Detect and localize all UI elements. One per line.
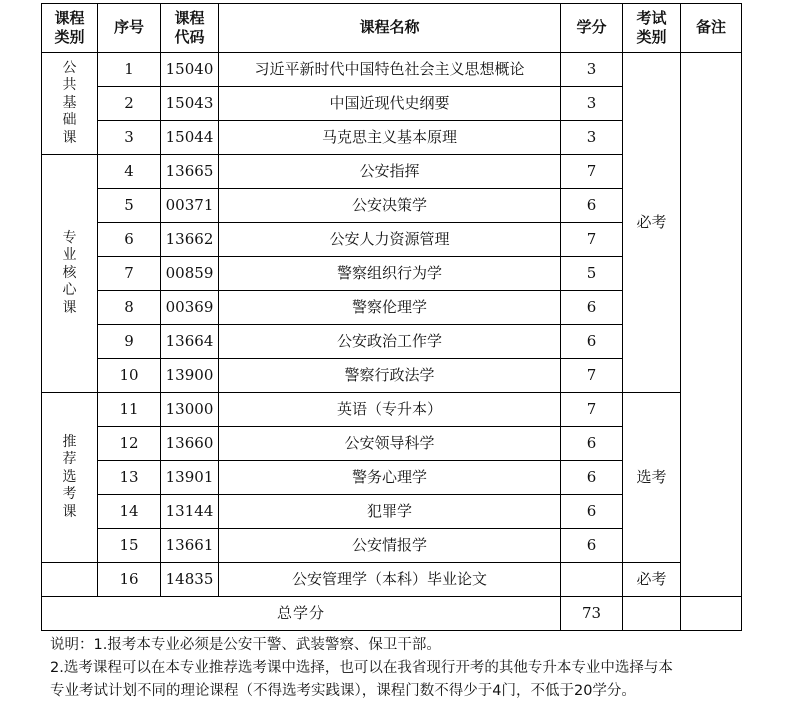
cell-name: 马克思主义基本原理 (219, 121, 561, 155)
cell-code: 13000 (161, 393, 219, 427)
cell-credit: 6 (561, 529, 623, 563)
cell-seq: 3 (98, 121, 161, 155)
cell-credit: 6 (561, 291, 623, 325)
cell-credit: 6 (561, 325, 623, 359)
exam-type-elective: 选考 (623, 393, 681, 563)
cell-name: 公安人力资源管理 (219, 223, 561, 257)
cell-seq: 7 (98, 257, 161, 291)
table-header-row (42, 4, 742, 53)
cell-seq: 16 (98, 563, 161, 597)
note-line-2: 2.选考课程可以在本专业推荐选考课中选择，也可以在我省现行开考的其他专升本专业中选择与本 (50, 660, 673, 676)
exam-type-required: 必考 (623, 53, 681, 393)
cell-name: 公安领导科学 (219, 427, 561, 461)
cell-code: 00369 (161, 291, 219, 325)
cell-name: 公安决策学 (219, 189, 561, 223)
group-empty (42, 563, 98, 597)
cell-name: 中国近现代史纲要 (219, 87, 561, 121)
cell-code: 13900 (161, 359, 219, 393)
cell-seq: 13 (98, 461, 161, 495)
cell-name: 公安管理学（本科）毕业论文 (219, 563, 561, 597)
cell-name: 警务心理学 (219, 461, 561, 495)
table-row (42, 393, 742, 427)
total-row (42, 597, 742, 631)
cell-name: 公安情报学 (219, 529, 561, 563)
cell-name: 习近平新时代中国特色社会主义思想概论 (219, 53, 561, 87)
cell-seq: 5 (98, 189, 161, 223)
cell-code: 13144 (161, 495, 219, 529)
header-seq: 序号 (98, 4, 161, 53)
group-recommended: 推荐选考课 (42, 393, 98, 563)
cell-exam-type: 必考 (623, 563, 681, 597)
total-remark-empty (681, 597, 742, 631)
cell-code: 13665 (161, 155, 219, 189)
cell-credit: 7 (561, 155, 623, 189)
cell-credit: 3 (561, 53, 623, 87)
remark-cell (681, 53, 742, 597)
cell-code: 00859 (161, 257, 219, 291)
table-row (42, 563, 742, 597)
header-remark: 备注 (681, 4, 742, 53)
total-exam-empty (623, 597, 681, 631)
header-name: 课程名称 (219, 4, 561, 53)
cell-name: 警察伦理学 (219, 291, 561, 325)
note-line-3: 专业考试计划不同的理论课程（不得选考实践课），课程门数不得少于4门，不低于20学分。 (50, 683, 636, 699)
notes (50, 634, 750, 703)
cell-name: 公安政治工作学 (219, 325, 561, 359)
cell-credit: 6 (561, 461, 623, 495)
total-value: 73 (561, 597, 623, 631)
cell-credit (561, 563, 623, 597)
cell-name: 警察组织行为学 (219, 257, 561, 291)
cell-code: 13660 (161, 427, 219, 461)
total-label: 总学分 (42, 597, 561, 631)
cell-seq: 4 (98, 155, 161, 189)
note-line-1: 说明：1.报考本专业必须是公安干警、武装警察、保卫干部。 (50, 637, 441, 653)
cell-credit: 3 (561, 87, 623, 121)
cell-seq: 8 (98, 291, 161, 325)
cell-seq: 10 (98, 359, 161, 393)
cell-code: 13661 (161, 529, 219, 563)
cell-code: 15040 (161, 53, 219, 87)
cell-code: 13901 (161, 461, 219, 495)
cell-code: 13664 (161, 325, 219, 359)
cell-credit: 6 (561, 427, 623, 461)
cell-credit: 3 (561, 121, 623, 155)
cell-seq: 15 (98, 529, 161, 563)
cell-code: 00371 (161, 189, 219, 223)
group-public: 公共基础课 (42, 53, 98, 155)
cell-credit: 7 (561, 359, 623, 393)
cell-credit: 7 (561, 223, 623, 257)
group-core: 专业核心课 (42, 155, 98, 393)
cell-seq: 14 (98, 495, 161, 529)
cell-code: 13662 (161, 223, 219, 257)
cell-name: 犯罪学 (219, 495, 561, 529)
header-credit: 学分 (561, 4, 623, 53)
cell-seq: 2 (98, 87, 161, 121)
course-plan-table (41, 3, 742, 631)
cell-name: 英语（专升本） (219, 393, 561, 427)
header-code: 课程代码 (161, 4, 219, 53)
cell-credit: 6 (561, 189, 623, 223)
cell-seq: 11 (98, 393, 161, 427)
table-row (42, 53, 742, 87)
cell-name: 警察行政法学 (219, 359, 561, 393)
cell-seq: 12 (98, 427, 161, 461)
header-category: 课程类别 (42, 4, 98, 53)
cell-credit: 5 (561, 257, 623, 291)
cell-code: 14835 (161, 563, 219, 597)
cell-code: 15043 (161, 87, 219, 121)
header-exam-type: 考试类别 (623, 4, 681, 53)
cell-name: 公安指挥 (219, 155, 561, 189)
cell-seq: 1 (98, 53, 161, 87)
cell-code: 15044 (161, 121, 219, 155)
cell-seq: 6 (98, 223, 161, 257)
cell-credit: 6 (561, 495, 623, 529)
cell-seq: 9 (98, 325, 161, 359)
cell-credit: 7 (561, 393, 623, 427)
